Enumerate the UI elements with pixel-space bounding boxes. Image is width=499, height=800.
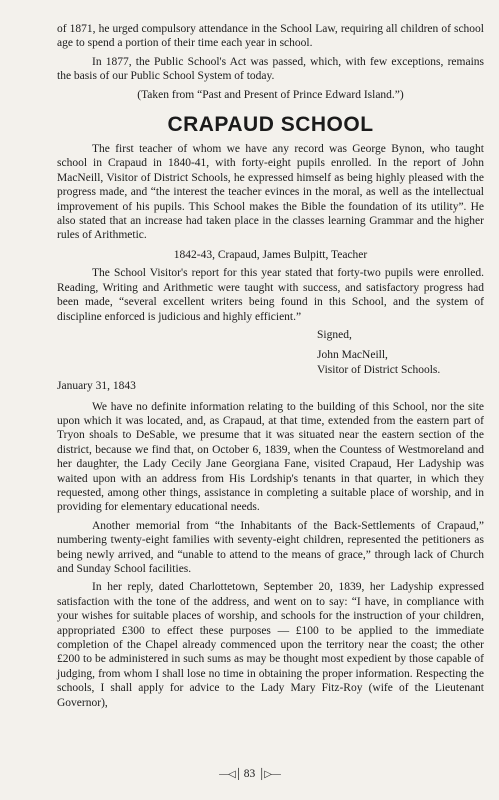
left-ornament-icon: —◁│	[219, 769, 241, 780]
right-ornament-icon: │▷—	[258, 769, 280, 780]
signer-name: John MacNeill,	[317, 349, 388, 362]
paragraph-6: Another memorial from “the Inhabitants of the Back-Settlements of Crapaud,” numbering twenty-eight families with seventy-eight children, represented the petitioners as being newly arrived, and “unable to attend to the means of grace,” through lack of Church and Sunday School facilities.	[57, 519, 484, 575]
letter-date: January 31, 1843	[57, 380, 136, 393]
section-heading: CRAPAUD SCHOOL	[167, 113, 374, 137]
page-body	[57, 22, 484, 710]
page-footer	[0, 768, 499, 780]
source-citation: (Taken from “Past and Present of Prince Edward Island.”)	[137, 88, 404, 101]
paragraph-1: of 1871, he urged compulsory attendance in the School Law, requiring all children of school age to spend a portion of their time each year in school.	[57, 23, 484, 50]
paragraph-2: In 1877, the Public School's Act was passed, which, with few exceptions, remains the basis of our Public School System of today.	[57, 55, 484, 83]
page-number: 83	[243, 768, 256, 780]
paragraph-7: In her reply, dated Charlottetown, September 20, 1839, her Ladyship expressed satisfaction with the tone of the address, and went on to say: “I have, in compliance with your wishes for suitable places of worship, and schools for the instruction of your children, appropriated £300 to effect these purposes — £100 to be applied to the immediate completion of the Chapel already commenced upon the territory near the coast; the other £200 to be administered in such sums as may be thought most expedient by those capable of judging, from whom I shall lose no time in obtaining the proper information. Respecting the schools, I shall apply for advice to the Lady Mary Fitz-Roy (wife of the Lieutenant Governor),	[57, 581, 484, 709]
signer-title: Visitor of District Schools.	[317, 363, 441, 376]
subheading-teacher: 1842-43, Crapaud, James Bulpitt, Teacher	[173, 248, 368, 261]
signed-label: Signed,	[317, 328, 352, 341]
paragraph-3: The first teacher of whom we have any record was George Bynon, who taught school in Crapaud in 1840-41, with forty-eight pupils enrolled. In the report of John MacNeill, Visitor of District Schools, he expressed himself as being highly pleased with the progress made, and “the interest the teacher evinces in the moral, as well as the intellectual improvement of his pupils. This School makes the Bible the foundation of its utility”. He also stated that an increase had taken place in the classes learning Grammar and the higher rules of Arithmetic.	[57, 143, 484, 242]
paragraph-5: We have no definite information relating to the building of this School, nor the site upon which it was located, and, as Crapaud, at that time, extended from the eastern part of Tryon shoals to DeSable, we presume that it was situated near the eastern section of the district, because we find that, on October 6, 1839, when the Countess of Westmoreland and her daughter, the Lady Cecily Jane Georgiana Fane, visited Crapaud, Her Ladyship was waited upon with an address from His Lordship's tenants in that quarter, in which they requested, among other things, assistance in completing a suitable place of worship, and in providing for elementary educational needs.	[57, 400, 484, 514]
paragraph-4: The School Visitor's report for this year stated that forty-two pupils were enrolled. Reading, Writing and Arithmetic were taught with success, and satisfactory progress had been made, “several excellent writers being found in this School, and the system of discipline enforced is judicious and highly efficient.”	[57, 267, 484, 323]
